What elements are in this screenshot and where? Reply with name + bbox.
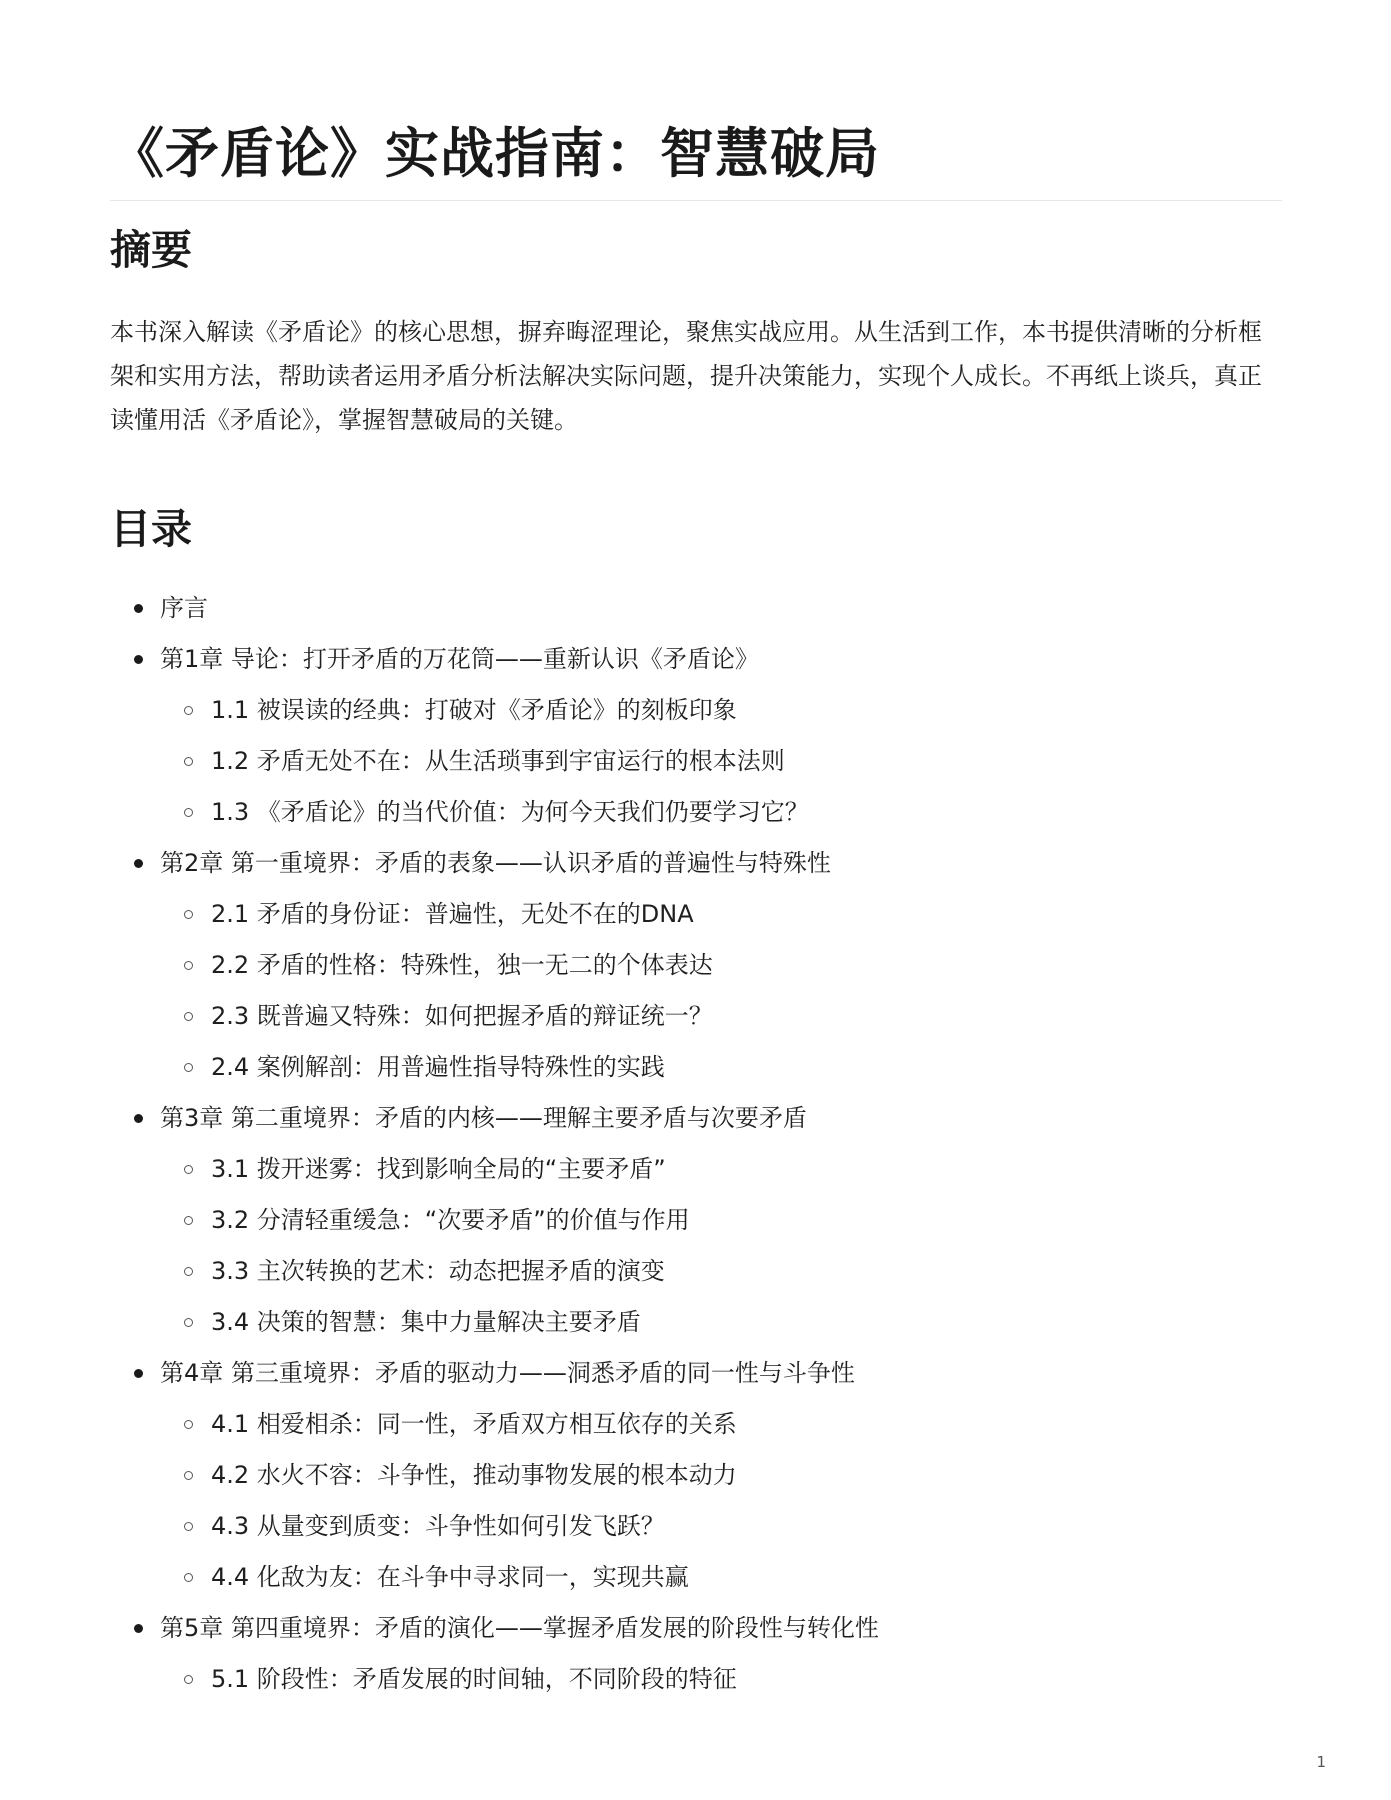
toc-item-label: 第4章 第三重境界：矛盾的驱动力——洞悉矛盾的同一性与斗争性 [160,1359,855,1387]
toc-item-label: 3.4 决策的智慧：集中力量解决主要矛盾 [211,1308,641,1336]
filled-bullet-icon [134,1369,143,1378]
toc-section-item[interactable] [110,685,1282,736]
toc-item-label: 3.2 分清轻重缓急：“次要矛盾”的价值与作用 [211,1206,690,1234]
document-title: 《矛盾论》实战指南：智慧破局 [110,122,880,185]
toc-section-item[interactable] [110,1246,1282,1297]
hollow-bullet-icon [184,706,193,715]
toc-section-item[interactable] [110,1297,1282,1348]
filled-bullet-icon [134,859,143,868]
filled-bullet-icon [134,604,143,613]
toc-item-label: 3.3 主次转换的艺术：动态把握矛盾的演变 [211,1257,665,1285]
toc-item-label: 第5章 第四重境界：矛盾的演化——掌握矛盾发展的阶段性与转化性 [160,1614,879,1642]
hollow-bullet-icon [184,1420,193,1429]
toc-item-label: 1.1 被误读的经典：打破对《矛盾论》的刻板印象 [211,696,737,724]
toc-item-label: 3.1 拨开迷雾：找到影响全局的“主要矛盾” [211,1155,666,1183]
toc-chapter-item[interactable] [110,1348,1282,1399]
toc-section-item[interactable] [110,1042,1282,1093]
filled-bullet-icon [134,1624,143,1633]
toc-item-label: 4.4 化敌为友：在斗争中寻求同一，实现共赢 [211,1563,689,1591]
hollow-bullet-icon [184,1165,193,1174]
hollow-bullet-icon [184,1522,193,1531]
toc-item-label: 2.2 矛盾的性格：特殊性，独一无二的个体表达 [211,951,713,979]
toc-item-label: 2.4 案例解剖：用普遍性指导特殊性的实践 [211,1053,665,1081]
toc-section-item[interactable] [110,940,1282,991]
hollow-bullet-icon [184,757,193,766]
hollow-bullet-icon [184,961,193,970]
toc-section-item[interactable] [110,736,1282,787]
toc-item-label: 第1章 导论：打开矛盾的万花筒——重新认识《矛盾论》 [160,645,759,673]
hollow-bullet-icon [184,1267,193,1276]
toc-section-item[interactable] [110,1501,1282,1552]
hollow-bullet-icon [184,910,193,919]
hollow-bullet-icon [184,1063,193,1072]
toc-chapter-item[interactable] [110,838,1282,889]
hollow-bullet-icon [184,1216,193,1225]
abstract-paragraph: 本书深入解读《矛盾论》的核心思想，摒弃晦涩理论，聚焦实战应用。从生活到工作，本书提供清晰的分析框架和实用方法，帮助读者运用矛盾分析法解决实际问题，提升决策能力，实现个人成长。不再纸上谈兵，真正读懂用活《矛盾论》，掌握智慧破局的关键。 [110,318,1262,434]
toc-section-item[interactable] [110,1144,1282,1195]
toc-section-item[interactable] [110,1399,1282,1450]
toc-chapter-item[interactable] [110,634,1282,685]
toc-section-item[interactable] [110,787,1282,838]
hollow-bullet-icon [184,1318,193,1327]
toc-item-label: 2.1 矛盾的身份证：普遍性，无处不在的DNA [211,900,694,928]
hollow-bullet-icon [184,1012,193,1021]
hollow-bullet-icon [184,1471,193,1480]
toc-section-item[interactable] [110,1450,1282,1501]
toc-section-item[interactable] [110,1552,1282,1603]
toc-chapter-item[interactable] [110,1093,1282,1144]
toc-chapter-item[interactable] [110,583,1282,634]
title-divider [110,200,1282,201]
toc-item-label: 第3章 第二重境界：矛盾的内核——理解主要矛盾与次要矛盾 [160,1104,807,1132]
toc-section-item[interactable] [110,1654,1282,1705]
toc-section-item[interactable] [110,991,1282,1042]
hollow-bullet-icon [184,1675,193,1684]
hollow-bullet-icon [184,1573,193,1582]
abstract-heading: 摘要 [110,226,192,274]
toc-item-label: 4.3 从量变到质变：斗争性如何引发飞跃？ [211,1512,665,1540]
toc-heading: 目录 [110,505,192,553]
toc-item-label: 4.1 相爱相杀：同一性，矛盾双方相互依存的关系 [211,1410,737,1438]
toc-item-label: 第2章 第一重境界：矛盾的表象——认识矛盾的普遍性与特殊性 [160,849,831,877]
toc-item-label: 5.1 阶段性：矛盾发展的时间轴，不同阶段的特征 [211,1665,737,1693]
toc-item-label: 2.3 既普遍又特殊：如何把握矛盾的辩证统一？ [211,1002,713,1030]
table-of-contents [110,583,1282,1705]
filled-bullet-icon [134,1114,143,1123]
toc-chapter-item[interactable] [110,1603,1282,1654]
toc-section-item[interactable] [110,889,1282,940]
toc-item-label: 1.3 《矛盾论》的当代价值：为何今天我们仍要学习它？ [211,798,809,826]
toc-item-label: 序言 [160,594,208,622]
toc-item-label: 1.2 矛盾无处不在：从生活琐事到宇宙运行的根本法则 [211,747,785,775]
hollow-bullet-icon [184,808,193,817]
toc-item-label: 4.2 水火不容：斗争性，推动事物发展的根本动力 [211,1461,737,1489]
filled-bullet-icon [134,655,143,664]
page-number: 1 [1316,1753,1326,1771]
toc-section-item[interactable] [110,1195,1282,1246]
